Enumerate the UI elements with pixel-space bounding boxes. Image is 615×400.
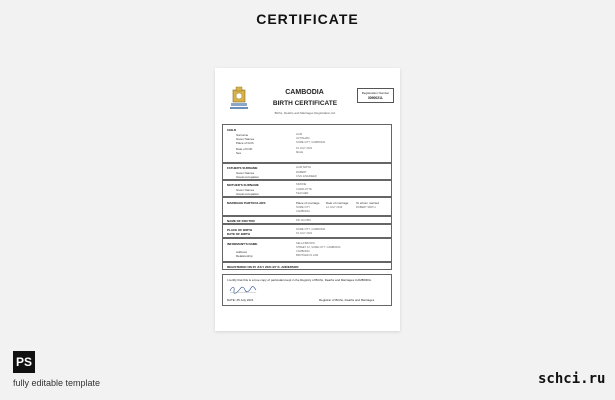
child-value-sex: MALE — [296, 151, 304, 154]
marriage-value-date: 12 JULY 2019 — [326, 206, 343, 209]
child-field-given-names: Given Names — [236, 137, 255, 141]
child-section — [222, 124, 392, 163]
place-of-birth-value: SOME CITY, CAMBODIA — [296, 228, 326, 231]
doctor-value: DR JACOBS — [296, 219, 311, 222]
registration-label: Registration Number — [361, 91, 390, 95]
child-value-given-names: ACTISHAM — [296, 137, 310, 140]
brand-watermark: schci.ru — [538, 371, 606, 387]
child-label: CHILD — [227, 128, 237, 132]
registered-on-text: REGISTERED ON 25 JULY 2021 BY K. ANDERSON — [227, 265, 299, 269]
mother-value-occupation: TEACHER — [296, 192, 309, 195]
date-of-birth-label: DATE OF BIRTH — [227, 232, 250, 236]
registration-value: 3090021L — [367, 96, 384, 100]
child-value-place-of-birth: SOME CITY, CAMBODIA — [296, 141, 326, 144]
mother-field-occupation: Usual occupation — [236, 192, 260, 196]
mother-value-surname: SIMONE — [296, 183, 307, 186]
mother-value-given-names: CHARLOTTE — [296, 188, 312, 191]
doctor-label: NAME OF DOCTOR — [227, 219, 255, 223]
child-field-surname: Surname — [236, 133, 249, 137]
child-field-sex: Sex — [236, 151, 242, 155]
father-label: FATHER'S SURNAME — [227, 166, 258, 170]
informant-value-address: STREET 12, SOME CITY, CAMBODIA — [296, 246, 341, 249]
act-subtitle: Births, Deaths and Marriages Registration Act — [274, 111, 336, 115]
mother-field-given-names: Given Names — [236, 188, 255, 192]
page-title: CERTIFICATE — [256, 11, 359, 27]
informant-section — [222, 238, 392, 262]
child-field-place-of-birth: Place of birth — [236, 141, 254, 145]
particulars-table — [222, 124, 392, 334]
birth-certificate-document — [215, 68, 400, 331]
marriage-col-place: Place of marriage — [296, 201, 320, 205]
informant-value-country: CAMBODIA — [296, 250, 310, 253]
editable-caption: fully editable template — [13, 378, 101, 388]
informant-value-name: SELLA BROWN — [296, 242, 315, 245]
informant-value-relationship: BROTHER IN LAW — [296, 254, 319, 257]
informant-field-address: Address — [236, 250, 248, 254]
child-value-surname: LIAM — [296, 133, 303, 136]
birth-section — [222, 224, 392, 238]
registered-section — [222, 262, 392, 270]
photoshop-icon: PS — [13, 351, 35, 373]
father-section — [222, 163, 392, 180]
doctor-section — [222, 216, 392, 224]
father-value-occupation: CIVIL ENGINEER — [296, 175, 317, 178]
marriage-value-place: SOME CITY — [296, 206, 311, 209]
document-title: BIRTH CERTIFICATE — [272, 100, 338, 107]
marriage-col-date: Date of marriage — [326, 201, 349, 205]
informant-field-relationship: Relationship — [236, 254, 253, 258]
father-field-given-names: Given Names — [236, 171, 255, 175]
cambodia-emblem-icon — [229, 86, 249, 112]
date-of-birth-value: 15 JULY 2021 — [296, 232, 313, 235]
mother-label: MOTHER'S SURNAME — [227, 183, 259, 187]
place-of-birth-label: PLACE OF BIRTH — [227, 228, 253, 232]
father-field-occupation: Usual occupation — [236, 175, 260, 179]
certify-text: I certify that this is a true copy of particulars kept in the Registry of Births, Deaths and Marriages CAMBODIA. — [227, 278, 372, 282]
registrar-title: Registrar of Births, Deaths and Marriages — [319, 298, 375, 302]
registrar-signature — [229, 284, 257, 294]
mother-section — [222, 180, 392, 197]
informant-label: INFORMANT'S NAME — [227, 242, 258, 246]
father-value-given-names: ROBERT — [296, 171, 307, 174]
child-field-date-of-birth: Date of birth — [236, 147, 253, 151]
child-value-date-of-birth: 15 JULY 2021 — [296, 147, 313, 150]
certificate-date: DATE: 25 July 2021 — [227, 298, 254, 302]
father-value-surname: LIAM SMITH — [296, 166, 311, 169]
marriage-label: MARRIAGE PARTICULARS — [227, 201, 266, 205]
marriage-value-country: CAMBODIA — [296, 210, 310, 213]
marriage-col-spouse: To whom married — [356, 201, 380, 205]
registration-number-box — [357, 88, 394, 103]
country-heading: CAMBODIA — [285, 89, 324, 96]
marriage-section — [222, 197, 392, 216]
marriage-value-spouse: ROBERT SMITH — [356, 206, 376, 209]
